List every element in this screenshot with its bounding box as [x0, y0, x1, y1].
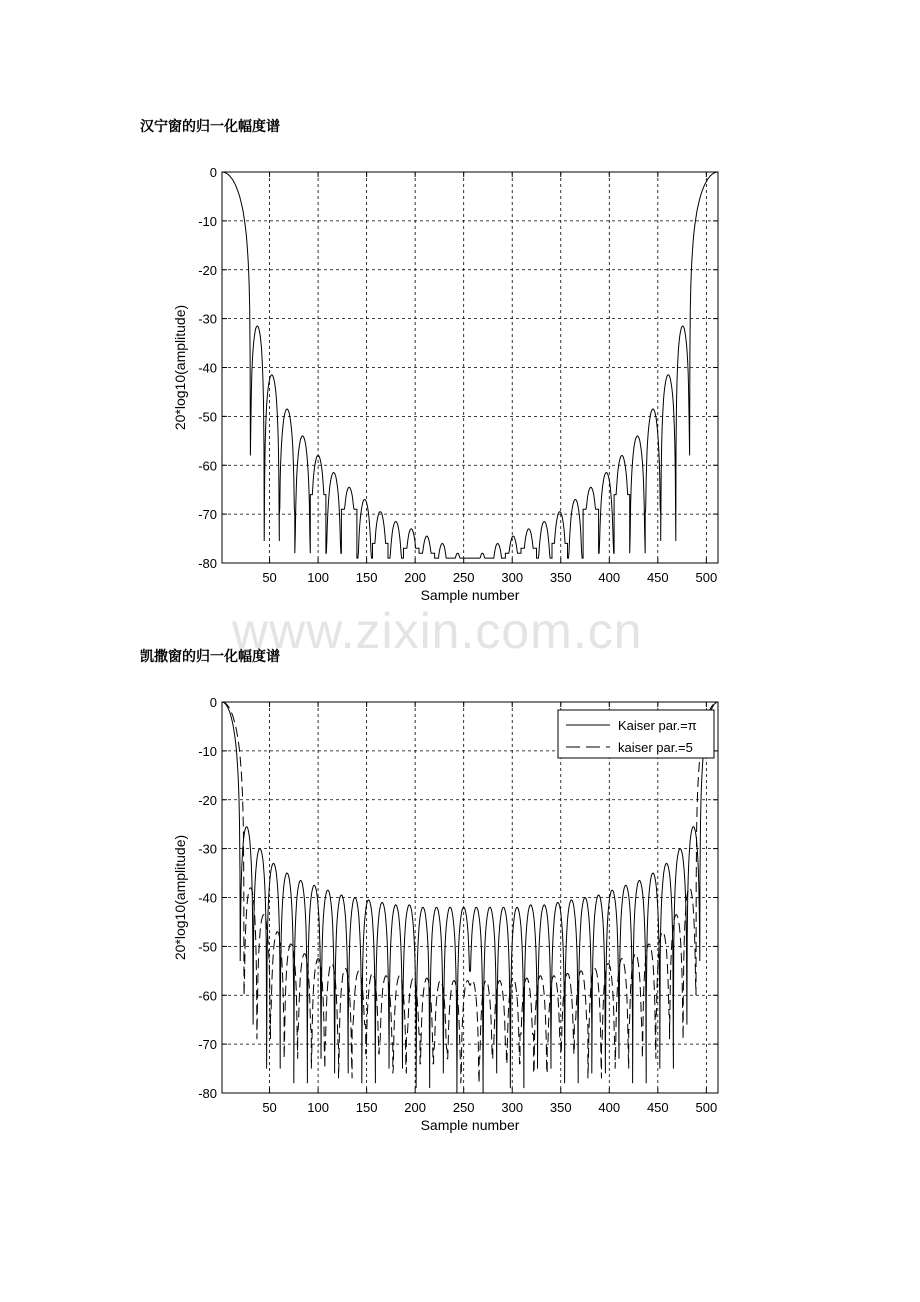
x-tick-label: 50: [262, 570, 277, 585]
x-tick-label: 50: [262, 1100, 277, 1115]
watermark: www.zixin.com.cn: [232, 603, 643, 659]
x-tick-label: 300: [501, 1100, 524, 1115]
hann-heading: 汉宁窗的归一化幅度谱: [140, 119, 280, 135]
y-tick-label: -70: [198, 1037, 217, 1053]
x-tick-label: 200: [404, 570, 427, 585]
y-tick-label: -30: [198, 311, 217, 327]
y-tick-label: -70: [198, 507, 217, 523]
x-tick-label: 150: [355, 570, 378, 585]
x-tick-label: 350: [549, 1100, 572, 1115]
x-tick-label: 500: [695, 1100, 718, 1115]
x-tick-label: 250: [452, 570, 475, 585]
legend-label: Kaiser par.=π: [618, 718, 697, 733]
hann-spectrum-chart: [0, 150, 920, 630]
x-axis-label: Sample number: [420, 587, 520, 603]
y-tick-label: -20: [198, 792, 217, 808]
x-tick-label: 200: [404, 1100, 427, 1115]
y-tick-label: 0: [209, 695, 217, 710]
y-tick-label: -30: [198, 841, 217, 857]
y-tick-label: -50: [198, 409, 217, 425]
legend-label: kaiser par.=5: [618, 740, 693, 755]
y-tick-label: -50: [198, 939, 217, 955]
y-tick-label: -40: [198, 890, 217, 906]
y-tick-label: -10: [198, 213, 217, 229]
y-tick-label: -10: [198, 743, 217, 759]
series-line-kaiser-par-5: [222, 702, 718, 1083]
x-tick-label: 300: [501, 570, 524, 585]
x-tick-label: 450: [646, 1100, 669, 1115]
x-tick-label: 500: [695, 570, 718, 585]
y-axis-label: 20*log10(amplitude): [172, 834, 188, 961]
kaiser-spectrum-chart: [0, 680, 920, 1160]
x-axis-label: Sample number: [420, 1117, 520, 1133]
series-line-series-0: [222, 172, 718, 558]
y-axis-label: 20*log10(amplitude): [172, 304, 188, 431]
x-tick-label: 450: [646, 570, 669, 585]
x-tick-label: 100: [307, 570, 329, 585]
x-tick-label: 100: [307, 1100, 329, 1115]
x-tick-label: 150: [355, 1100, 378, 1115]
y-tick-label: -20: [198, 262, 217, 278]
x-tick-label: 350: [549, 570, 572, 585]
kaiser-heading: 凯撒窗的归一化幅度谱: [140, 649, 280, 665]
x-tick-label: 400: [598, 1100, 621, 1115]
y-tick-label: -80: [198, 1086, 217, 1101]
x-tick-label: 250: [452, 1100, 475, 1115]
y-tick-label: -80: [198, 556, 217, 571]
x-tick-label: 400: [598, 570, 621, 585]
y-tick-label: -60: [198, 988, 217, 1004]
y-tick-label: -60: [198, 458, 217, 474]
y-tick-label: -40: [198, 360, 217, 376]
y-tick-label: 0: [209, 165, 217, 180]
